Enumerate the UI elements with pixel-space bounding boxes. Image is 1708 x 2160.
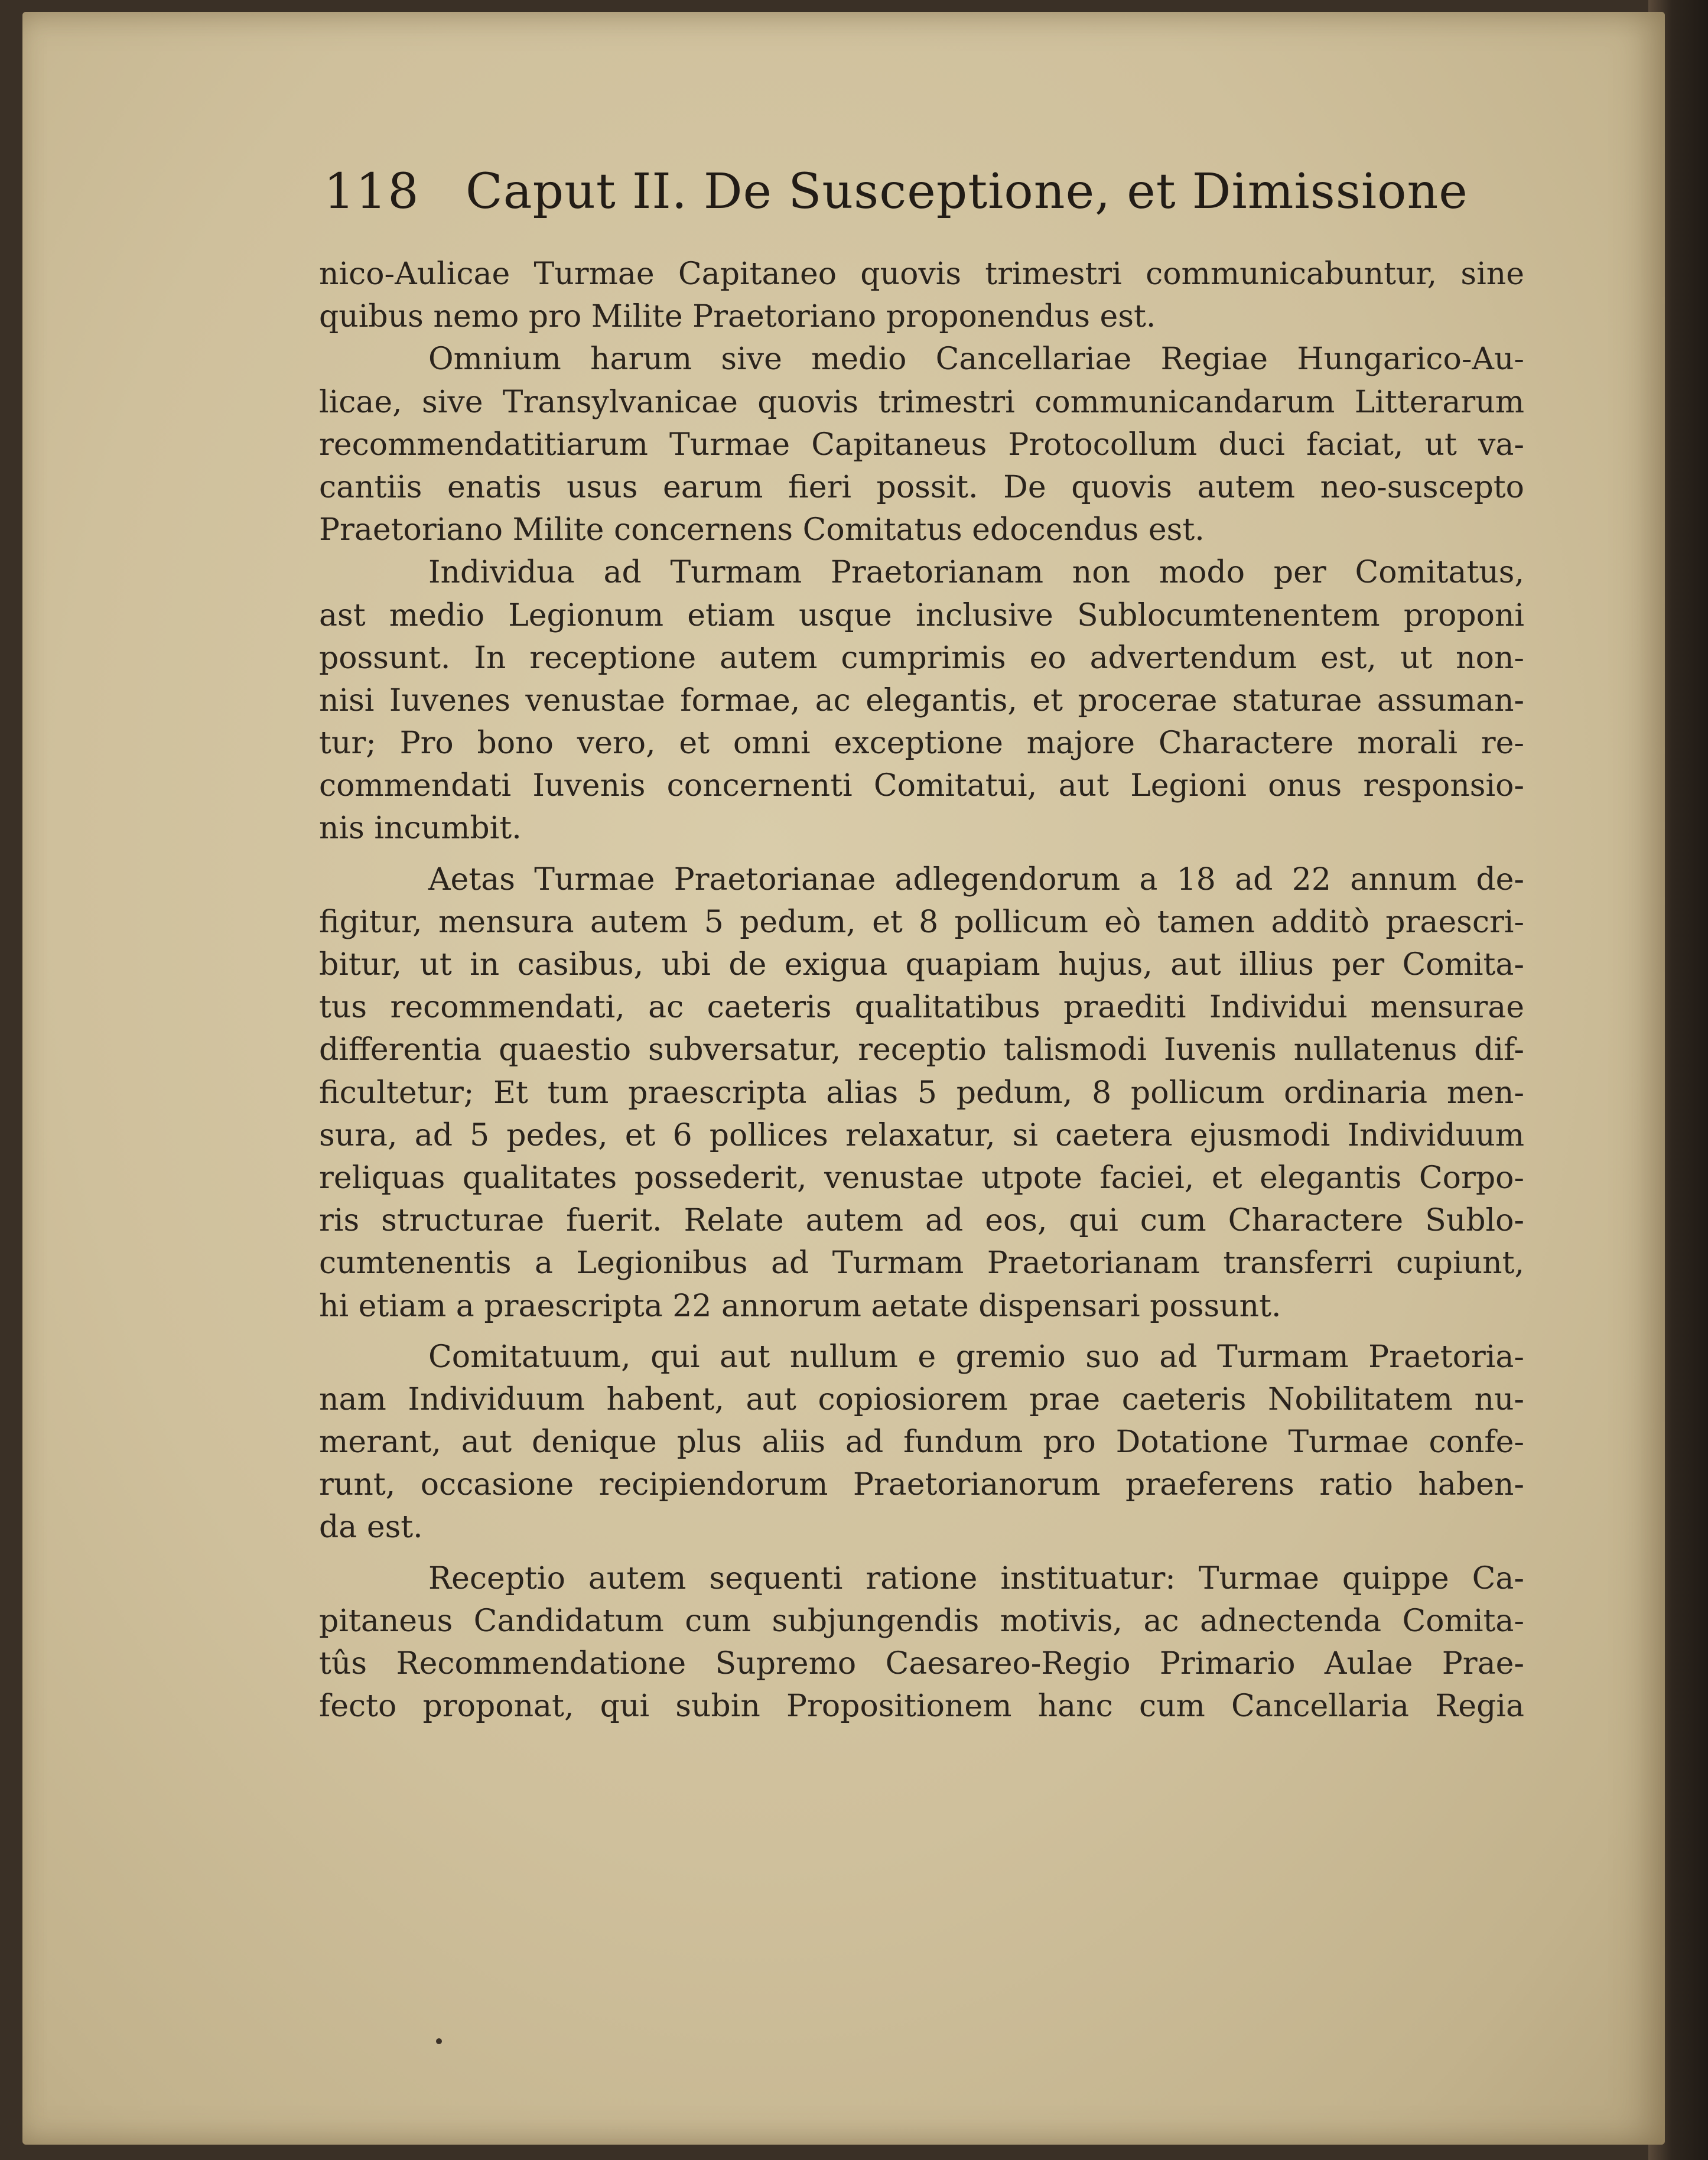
text-line: tus recommendati, ac caeteris qualitatibus praediti Individui mensurae	[319, 990, 1524, 1026]
text-line: quibus nemo pro Milite Praetoriano proponendus est.	[319, 299, 1156, 335]
running-title: Caput II. De Susceptione, et Dimissione	[466, 164, 1468, 220]
paragraph	[319, 1336, 1524, 1549]
text-line: nam Individuum habent, aut copiosiorem prae caeteris Nobilitatem nu-	[319, 1381, 1524, 1417]
text-line: da est.	[319, 1510, 423, 1546]
text-line: differentia quaestio subversatur, receptio talismodi Iuvenis nullatenus dif-	[319, 1032, 1524, 1068]
text-line: Receptio autem sequenti ratione instituatur: Turmae quippe Ca-	[428, 1560, 1524, 1596]
paragraph-gap	[319, 1328, 1524, 1336]
body-text	[319, 253, 1524, 1728]
text-line: Aetas Turmae Praetorianae adlegendorum a 18 ad 22 annum de-	[428, 861, 1524, 897]
text-line: fecto proponat, qui subin Propositionem hanc cum Cancellaria Regia	[319, 1689, 1524, 1725]
text-line: sura, ad 5 pedes, et 6 pollices relaxatur, si caetera ejusmodi Individuum	[319, 1117, 1524, 1153]
ink-speck	[436, 2038, 442, 2044]
paragraph	[319, 338, 1524, 551]
text-line: Comitatuum, qui aut nullum e gremio suo ad Turmam Praetoria-	[428, 1339, 1524, 1375]
paragraph	[319, 253, 1524, 338]
text-line: licae, sive Transylvanicae quovis trimestri communicandarum Litterarum	[319, 384, 1524, 420]
text-line: Individua ad Turmam Praetorianam non modo per Comitatus,	[428, 555, 1524, 591]
text-line: tûs Recommendatione Supremo Caesareo-Regio Primario Aulae Prae-	[319, 1646, 1524, 1681]
text-line: ast medio Legionum etiam usque inclusive Sublocumtenentem proponi	[319, 597, 1524, 633]
text-line: cantiis enatis usus earum fieri possit. De quovis autem neo-suscepto	[319, 469, 1524, 505]
text-line: runt, occasione recipiendorum Praetorianorum praeferens ratio haben-	[319, 1467, 1524, 1503]
text-line: reliquas qualitates possederit, venustae utpote faciei, et elegantis Corpo-	[319, 1160, 1524, 1196]
text-line: Praetoriano Milite concernens Comitatus edocendus est.	[319, 512, 1205, 548]
paragraph-gap	[319, 1549, 1524, 1557]
text-line: hi etiam a praescripta 22 annorum aetate dispensari possunt.	[319, 1288, 1281, 1324]
text-line: possunt. In receptione autem cumprimis eo advertendum est, ut non-	[319, 640, 1524, 676]
text-line: bitur, ut in casibus, ubi de exigua quapiam hujus, aut illius per Comita-	[319, 947, 1524, 983]
paragraph	[319, 1557, 1524, 1728]
text-line: figitur, mensura autem 5 pedum, et 8 pollicum eò tamen additò praescri-	[319, 904, 1524, 940]
paragraph	[319, 551, 1524, 850]
text-line: merant, aut denique plus aliis ad fundum pro Dotatione Turmae confe-	[319, 1424, 1524, 1460]
text-line: nisi Iuvenes venustae formae, ac elegantis, et procerae staturae assuman-	[319, 682, 1524, 718]
page-number: 118	[324, 164, 420, 220]
page-header	[324, 160, 1594, 225]
paragraph-gap	[319, 850, 1524, 858]
text-line: commendati Iuvenis concernenti Comitatui, aut Legioni onus responsio-	[319, 768, 1524, 804]
text-line: ris structurae fuerit. Relate autem ad eos, qui cum Charactere Sublo-	[319, 1203, 1524, 1239]
text-line: cumtenentis a Legionibus ad Turmam Praetorianam transferri cupiunt,	[319, 1245, 1524, 1281]
text-line: tur; Pro bono vero, et omni exceptione majore Charactere morali re-	[319, 726, 1524, 762]
text-line: nico-Aulicae Turmae Capitaneo quovis trimestri communicabuntur, sine	[319, 256, 1524, 292]
text-line: ficultetur; Et tum praescripta alias 5 pedum, 8 pollicum ordinaria men-	[319, 1075, 1524, 1111]
text-line: nis incumbit.	[319, 811, 522, 847]
paragraph	[319, 858, 1524, 1328]
text-line: Omnium harum sive medio Cancellariae Regiae Hungarico-Au-	[428, 341, 1524, 378]
text-line: recommendatitiarum Turmae Capitaneus Protocollum duci faciat, ut va-	[319, 427, 1524, 463]
text-line: pitaneus Candidatum cum subjungendis motivis, ac adnectenda Comita-	[319, 1603, 1524, 1639]
